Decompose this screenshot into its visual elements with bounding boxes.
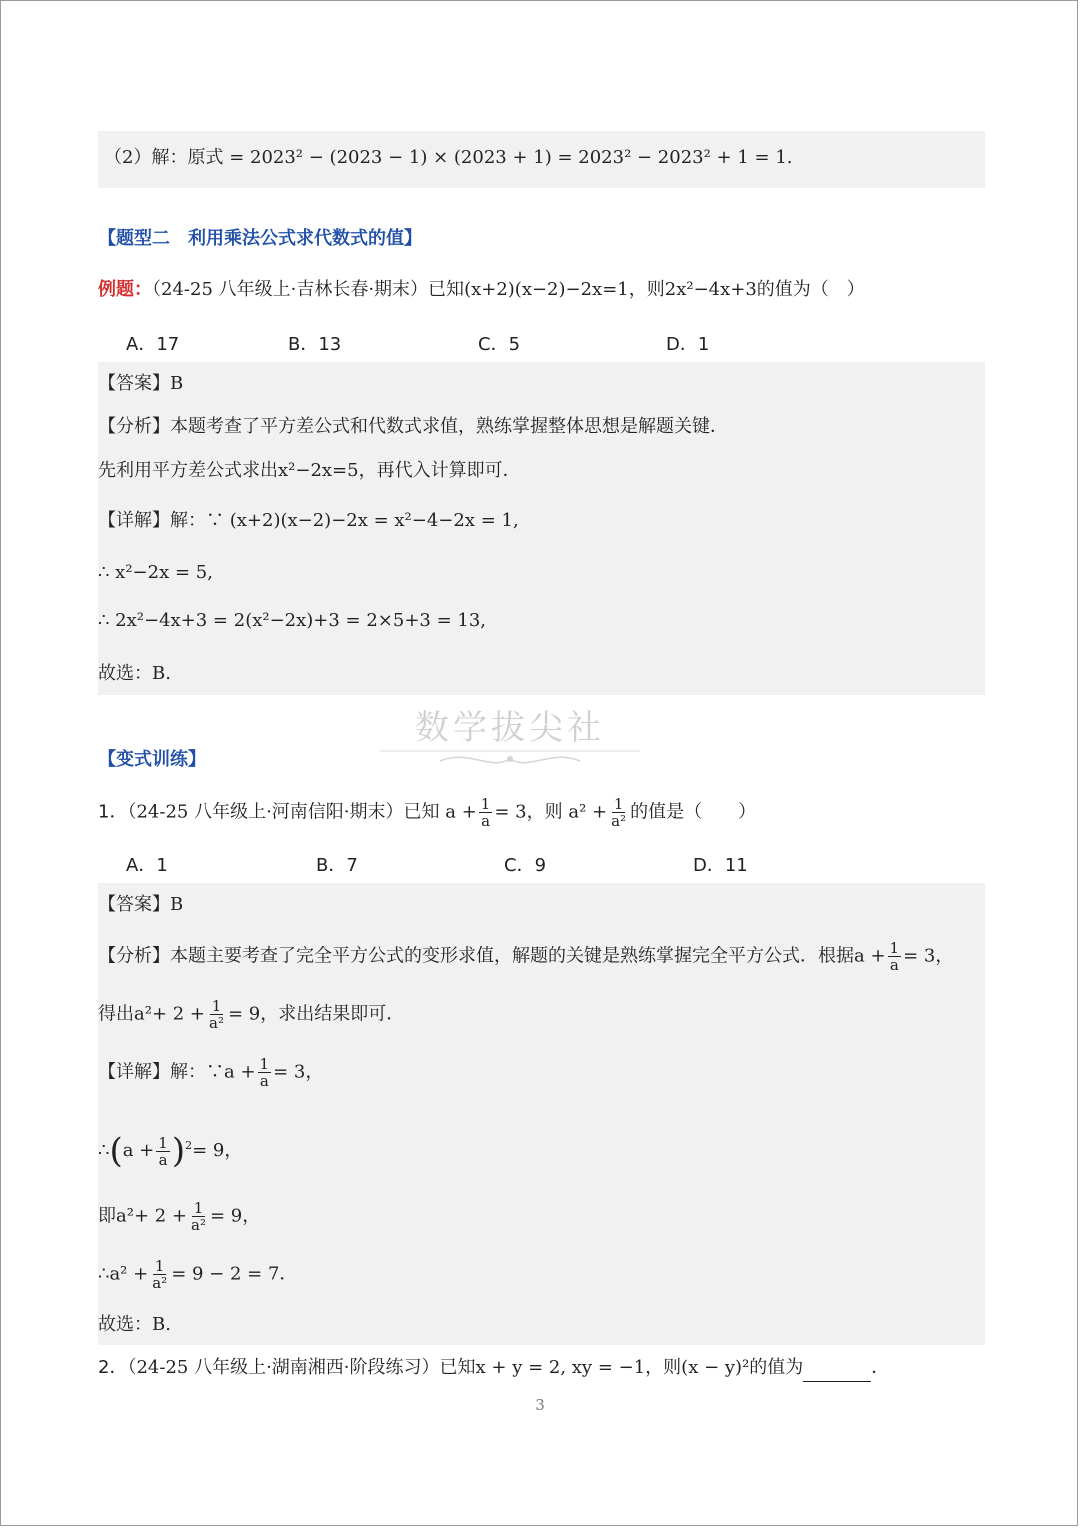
answer-blank[interactable] <box>803 1361 871 1382</box>
example-question: 例题：（24-25 八年级上·吉林长春·期末）已知(x+2)(x−2)−2x=1，则2x²−4x+3的值为（ ） <box>98 279 865 300</box>
variant-heading: 【变式训练】 <box>98 749 206 770</box>
type2-heading: 【题型二 利用乘法公式求代数式的值】 <box>98 228 422 249</box>
example-option-d: D．1 <box>666 334 710 355</box>
q1-question: 1．（24-25 八年级上·河南信阳·期末）已知 a + $\frac{1}{a}$ = 3，则 a² + $\frac{1}{\text{a²}}$ 的值是（ ） <box>98 795 757 830</box>
example-option-a: A．17 <box>126 334 180 355</box>
q1-option-d: D．11 <box>693 855 748 876</box>
q1-analysis: 【分析】本题主要考查了完全平方公式的变形求值，解题的关键是熟练掌握完全平方公式．根据a + $\frac{1}{a}$ = 3， <box>98 939 954 974</box>
example-detail: 【详解】解：∵ (x+2)(x−2)−2x = x²−4−2x = 1, <box>98 510 519 531</box>
watermark: 数学拔尖社 <box>415 708 605 748</box>
q1-option-a: A．1 <box>126 855 168 876</box>
q1-answer: 【答案】B <box>98 894 184 915</box>
example-option-b: B．13 <box>288 334 342 355</box>
q1-step-expand: 即a²+ 2 + $\frac{1}{\text{a²}}$ = 9， <box>98 1199 261 1234</box>
page-number: 3 <box>535 1396 545 1414</box>
solution-2: （2）解：原式 = 2023² − (2023 − 1) × (2023 + 1) = 2023² − 2023² + 1 = 1. <box>104 147 793 168</box>
q1-option-b: B．7 <box>316 855 358 876</box>
q1-option-c: C．9 <box>504 855 547 876</box>
q1-step-result: ∴a² + $\frac{1}{\text{a²}}$ = 9 − 2 = 7． <box>98 1257 298 1292</box>
example-choose: 故选：B. <box>98 663 171 684</box>
example-option-c: C．5 <box>478 334 521 355</box>
q1-detail: 【详解】解：∵a + $\frac{1}{a}$ = 3， <box>98 1055 324 1090</box>
q1-step-square: ∴(a + $\frac{1}{a}$ )$^2$= 9， <box>98 1131 243 1171</box>
example-step-1: ∴ x²−2x = 5, <box>98 562 213 583</box>
watermark-flourish-icon <box>380 745 640 773</box>
example-answer: 【答案】B <box>98 373 184 394</box>
q1-analysis-2: 得出a²+ 2 + $\frac{1}{\text{a²}}$ = 9，求出结果即可． <box>98 997 405 1032</box>
example-analysis: 【分析】本题考查了平方差公式和代数式求值，熟练掌握整体思想是解题关键． <box>98 416 728 437</box>
example-step-2: ∴ 2x²−4x+3 = 2(x²−2x)+3 = 2×5+3 = 13, <box>98 610 487 631</box>
q2-question: 2．（24-25 八年级上·湖南湘西·阶段练习）已知x + y = 2, xy = −1，则(x − y)²的值为 ． <box>98 1354 889 1382</box>
q1-choose: 故选：B. <box>98 1314 171 1335</box>
example-analysis-2: 先利用平方差公式求出x²−2x=5，再代入计算即可． <box>98 460 521 481</box>
